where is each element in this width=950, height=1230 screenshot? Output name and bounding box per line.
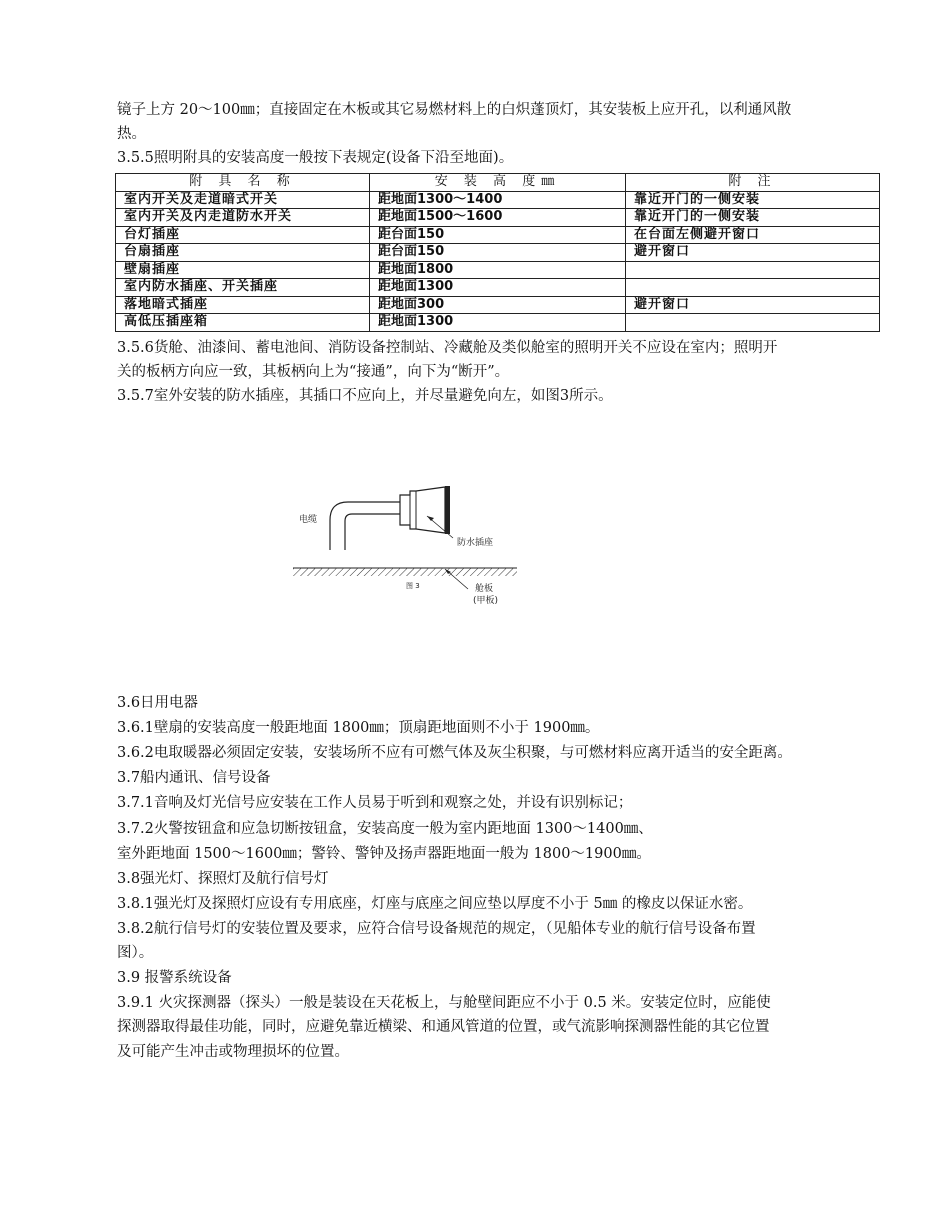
section-3-5-6: 3.5.6货舱、油漆间、蓄电池间、消防设备控制站、冷藏舱及类似舱室的照明开关不应设在室内；照明开 [117,340,778,356]
section-3-9-1-cont: 探测器取得最佳功能，同时，应避免靠近横梁、和通风管道的位置，或气流影响探测器性能的其它位置 [117,1019,770,1035]
socket-face [445,486,450,534]
table-cell: 室内开关及走道暗式开关 [116,191,370,209]
section-3-8-1: 3.8.1强光灯及探照灯应设有专用底座，灯座与底座之间应垫以厚度不小于 5㎜ 的橡皮以保证水密。 [117,896,753,912]
section-3-9-1-cont2: 及可能产生冲击或物理损坏的位置。 [117,1044,349,1060]
label-deck: 舱板 [475,584,494,594]
label-cable: 电缆 [299,515,318,525]
table-header: 安 装 高 度㎜ [370,174,626,192]
section-3-5-7: 3.5.7室外安装的防水插座，其插口不应向上，并尽量避免向左，如图3所示。 [117,388,613,404]
section-3-5-6-cont: 关的板柄方向应一致，其板柄向上为“接通”，向下为“断开”。 [117,364,510,380]
section-3-7-2-cont: 室外距地面 1500～1600㎜；警铃、警钟及扬声器距地面一般为 1800～1900㎜。 [117,846,651,862]
table-cell: 台灯插座 [116,226,370,244]
section-3-9: 3.9 报警系统设备 [117,970,232,986]
table-cell: 距台面150 [370,226,626,244]
table-cell: 室内防水插座、开关插座 [116,279,370,297]
table-cell: 靠近开门的一侧安装 [626,191,880,209]
table-cell: 距台面150 [370,244,626,262]
table-cell: 室内开关及内走道防水开关 [116,209,370,227]
table-cell [626,314,880,332]
table-cell: 距地面1300 [370,279,626,297]
table-cell: 壁扇插座 [116,261,370,279]
table-row [116,296,880,314]
table-cell: 距地面1800 [370,261,626,279]
deck-hatch [293,568,517,576]
table-cell [626,279,880,297]
table-cell: 台扇插座 [116,244,370,262]
label-deck-sub: (甲板) [473,596,499,606]
cable-line [345,514,400,550]
table-row [116,244,880,262]
figure-caption: 图 3 [406,582,420,590]
section-3-7-2: 3.7.2火警按钮盒和应急切断按钮盒，安装高度一般为室内距地面 1300～1400㎜、 [117,821,653,837]
section-3-6: 3.6日用电器 [117,695,199,711]
section-3-9-1: 3.9.1 火灾探测器（探头）一般是装设在天花板上，与舱壁间距应不小于 0.5 米。安装定位时，应能使 [117,995,771,1011]
section-3-8: 3.8强光灯、探照灯及航行信号灯 [117,871,329,887]
section-3-7-1: 3.7.1音响及灯光信号应安装在工作人员易于听到和观察之处，并设有识别标记； [117,795,633,811]
section-3-8-2-cont: 图）。 [117,945,154,961]
installation-height-table [115,173,880,332]
table-row [116,279,880,297]
table-row [116,261,880,279]
table-cell: 距地面1300～1400 [370,191,626,209]
table-cell: 距地面300 [370,296,626,314]
paragraph-mirror-lamp: 镜子上方 20～100㎜；直接固定在木板或其它易燃材料上的白炽蓬顶灯，其安装板上应开孔，以利通风散 [117,102,792,118]
table-cell: 距地面1300 [370,314,626,332]
section-3-5-5: 3.5.5照明附具的安装高度一般按下表规定(设备下沿至地面)。 [117,150,514,166]
table-header: 附 注 [626,174,880,192]
table-cell: 距地面1500～1600 [370,209,626,227]
table-cell: 避开窗口 [626,244,880,262]
label-socket: 防水插座 [457,538,494,548]
table-cell: 落地暗式插座 [116,296,370,314]
table-cell: 避开窗口 [626,296,880,314]
cable-line [330,502,400,550]
socket-body [400,487,445,533]
table-cell [626,261,880,279]
table-header: 附 具 名 称 [116,174,370,192]
table-row [116,209,880,227]
figure-3-waterproof-socket [285,485,525,610]
paragraph-mirror-lamp-cont: 热。 [117,126,146,142]
section-3-8-2: 3.8.2航行信号灯的安装位置及要求，应符合信号设备规范的规定，（见船体专业的航行信号设备布置 [117,921,756,937]
section-3-6-1: 3.6.1壁扇的安装高度一般距地面 1800㎜；顶扇距地面则不小于 1900㎜。 [117,720,600,736]
section-3-7: 3.7船内通讯、信号设备 [117,770,271,786]
table-cell: 高低压插座箱 [116,314,370,332]
table-cell: 在台面左侧避开窗口 [626,226,880,244]
table-row [116,191,880,209]
table-cell: 靠近开门的一侧安装 [626,209,880,227]
table-header-row [116,174,880,192]
section-3-6-2: 3.6.2电取暖器必须固定安装，安装场所不应有可燃气体及灰尘积聚，与可燃材料应离开适当的安全距离。 [117,745,792,761]
table-row [116,314,880,332]
table-row [116,226,880,244]
